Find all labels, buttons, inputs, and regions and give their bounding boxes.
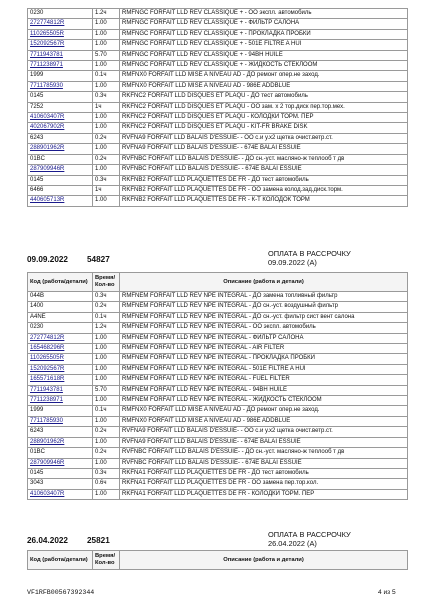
part-code-cell xyxy=(28,165,93,175)
quantity-cell: 5.70 xyxy=(93,50,120,60)
description-cell: RKFNB2 FORFAIT LLD PLAQUETTES DE FR - К-Т КОЛОДОК ТОРМ xyxy=(120,196,408,206)
description-cell: RMFNEM FORFAIT LLD REV NPE INTEGRAL - AIR FILTER xyxy=(120,344,408,354)
part-number-link[interactable]: 272774812R xyxy=(30,334,65,341)
table-row xyxy=(28,364,408,374)
description-cell: RVFNBC FORFAIT LLD BALAIS D'ESSUIE- - 674E BALAI ESSUIE xyxy=(120,165,408,175)
table-row xyxy=(28,196,408,206)
description-cell: RMFNGC FORFAIT LLD REV CLASSIQUE + - ПРОКЛАДКА ПРОБКИ xyxy=(120,29,408,39)
part-code-cell xyxy=(28,29,93,39)
payment-method: ОПЛАТА В РАССРОЧКУ xyxy=(268,249,351,258)
quantity-cell: 0.3ч xyxy=(93,175,120,185)
quantity-cell: 1.00 xyxy=(93,354,120,364)
vin-number: VF1RFB00567392344 xyxy=(27,589,95,596)
table-row xyxy=(28,406,408,416)
quantity-cell: 1.00 xyxy=(93,144,120,154)
quantity-cell: 1.00 xyxy=(93,333,120,343)
quantity-cell: 1.00 xyxy=(93,196,120,206)
quantity-cell: 1.00 xyxy=(93,19,120,29)
description-cell: RVFNBC FORFAIT LLD BALAIS D'ESSUIE- - ДО сн.-уст. масляно-ж теплооб т дв xyxy=(120,154,408,164)
quantity-cell: 1ч xyxy=(93,185,120,195)
part-code-cell xyxy=(28,19,93,29)
part-number-link[interactable]: 7711785930 xyxy=(30,417,63,424)
operation-code: 044B xyxy=(30,293,45,299)
part-number-link[interactable]: 410603407R xyxy=(30,490,65,497)
table-row xyxy=(28,144,408,154)
quantity-cell: 1.00 xyxy=(93,165,120,175)
payment-date: 26.04.2022 (А) xyxy=(268,538,317,548)
quantity-cell: 0.2ч xyxy=(93,133,120,143)
repair-items-table-26-04-2022 xyxy=(27,550,408,570)
part-code-cell xyxy=(28,468,93,478)
operation-code: 0230 xyxy=(30,324,44,331)
part-number-link[interactable]: 165571618R xyxy=(30,376,65,383)
table-row xyxy=(28,375,408,385)
quantity-cell: 0.3ч xyxy=(93,92,120,102)
part-number-link[interactable]: 7711785930 xyxy=(30,82,63,89)
table-header-row xyxy=(28,551,408,570)
description-cell: RMFNGC FORFAIT LLD REV CLASSIQUE + - 501E FILTRE A HUI xyxy=(120,40,408,50)
description-cell: RMFNEM FORFAIT LLD REV NPE INTEGRAL - 94BH HUILE xyxy=(120,385,408,395)
description-cell: RMFNEM FORFAIT LLD REV NPE INTEGRAL - ЖИДКОСТЬ СТЕКЛООМ xyxy=(120,396,408,406)
description-cell: RMFNEM FORFAIT LLD REV NPE INTEGRAL - ПРОКЛАДКА ПРОБКИ xyxy=(120,354,408,364)
quantity-cell: 0.6ч xyxy=(93,479,120,489)
payment-method: ОПЛАТА В РАССРОЧКУ xyxy=(268,530,351,539)
column-header-code: Код (работа/детали) xyxy=(28,551,93,570)
table-row xyxy=(28,323,408,333)
table-row xyxy=(28,102,408,112)
table-row xyxy=(28,165,408,175)
description-cell: RMFNEM FORFAIT LLD REV NPE INTEGRAL - ДО сн.-уст. фильтр сист вент салона xyxy=(120,312,408,322)
description-cell: RMFNEM FORFAIT LLD REV NPE INTEGRAL - ОО экспл. автомобиль xyxy=(120,323,408,333)
operation-code: A4NE xyxy=(30,313,46,320)
part-code-cell xyxy=(28,9,93,19)
part-code-cell xyxy=(28,40,93,50)
part-number-link[interactable]: 288901962R xyxy=(30,438,65,445)
part-number-link[interactable]: 7711238971 xyxy=(30,397,63,404)
table-row xyxy=(28,185,408,195)
part-code-cell xyxy=(28,427,93,437)
order-number: 54827 xyxy=(87,255,110,264)
quantity-cell: 1.2ч xyxy=(93,323,120,333)
quantity-cell: 0.1ч xyxy=(93,312,120,322)
column-header-code: Код (работа/детали) xyxy=(28,273,93,292)
quantity-cell: 1.00 xyxy=(93,458,120,468)
description-cell: RKFNA1 FORFAIT LLD PLAQUETTES DE FR - ДО тест автомобиль xyxy=(120,468,408,478)
part-code-cell xyxy=(28,144,93,154)
description-cell: RMFNX0 FORFAIT LLD MISE A NIVEAU AD - 986E ADDBLUE xyxy=(120,81,408,91)
operation-code: 0145 xyxy=(30,93,44,100)
part-code-cell xyxy=(28,458,93,468)
description-cell: RMFNEM FORFAIT LLD REV NPE INTEGRAL - ФИЛЬТР САЛОНА xyxy=(120,333,408,343)
table-row xyxy=(28,458,408,468)
quantity-cell: 1.00 xyxy=(93,81,120,91)
part-number-link[interactable]: 110265505R xyxy=(30,30,64,37)
part-code-cell xyxy=(28,50,93,60)
table-row xyxy=(28,396,408,406)
payment-date: 09.09.2022 (А) xyxy=(268,257,317,267)
table-row xyxy=(28,92,408,102)
part-number-link[interactable]: 402067902R xyxy=(30,124,65,131)
table-row xyxy=(28,133,408,143)
table-row xyxy=(28,489,408,499)
operation-code: 6243 xyxy=(30,428,44,435)
description-cell: RKFNA1 FORFAIT LLD PLAQUETTES DE FR - КОЛОДКИ ТОРМ. ПЕР xyxy=(120,489,408,499)
description-cell: RMFNX0 FORFAIT LLD MISE A NIVEAU AD - 986E ADDBLUE xyxy=(120,416,408,426)
description-cell: RKFNB2 FORFAIT LLD PLAQUETTES DE FR - ДО тест автомобиль xyxy=(120,175,408,185)
part-number-link[interactable]: 287909946R xyxy=(30,459,65,466)
part-code-cell xyxy=(28,312,93,322)
operation-code: 01BC xyxy=(30,449,46,456)
table-row xyxy=(28,113,408,123)
table-row xyxy=(28,448,408,458)
description-cell: RVFNA9 FORFAIT LLD BALAIS D'ESSUIE- - 674E BALAI ESSUIE xyxy=(120,437,408,447)
order-date: 26.04.2022 xyxy=(27,536,68,545)
quantity-cell: 1.00 xyxy=(93,416,120,426)
description-cell: RMFNEM FORFAIT LLD REV NPE INTEGRAL - FUEL FILTER xyxy=(120,375,408,385)
operation-code: 01BC xyxy=(30,155,46,162)
quantity-cell: 1.00 xyxy=(93,489,120,499)
part-number-link[interactable]: 410603407R xyxy=(30,114,65,121)
part-code-cell xyxy=(28,479,93,489)
table-row xyxy=(28,427,408,437)
part-number-link[interactable]: 272774812R xyxy=(30,20,65,27)
part-code-cell xyxy=(28,154,93,164)
part-code-cell xyxy=(28,185,93,195)
order-number: 25821 xyxy=(87,536,110,545)
part-code-cell xyxy=(28,354,93,364)
operation-code: 1999 xyxy=(30,72,44,79)
description-cell: RVFNBC FORFAIT LLD BALAIS D'ESSUIE- - 674E BALAI ESSUIE xyxy=(120,458,408,468)
part-code-cell xyxy=(28,196,93,206)
table-row xyxy=(28,479,408,489)
table-row xyxy=(28,416,408,426)
description-cell: RMFNEM FORFAIT LLD REV NPE INTEGRAL - ДО замена топливный фильтр xyxy=(120,292,408,302)
table-row xyxy=(28,292,408,302)
operation-code: 6466 xyxy=(30,186,44,193)
table-row xyxy=(28,29,408,39)
description-cell: RMFNGC FORFAIT LLD REV CLASSIQUE + - ОО экспл. автомобиль xyxy=(120,9,408,19)
part-code-cell xyxy=(28,437,93,447)
quantity-cell: 1.00 xyxy=(93,344,120,354)
description-cell: RKFNA1 FORFAIT LLD PLAQUETTES DE FR - ОО замена пер.тор.кол. xyxy=(120,479,408,489)
part-code-cell xyxy=(28,396,93,406)
quantity-cell: 0.2ч xyxy=(93,448,120,458)
part-number-link[interactable]: 7711238971 xyxy=(30,62,63,69)
part-code-cell xyxy=(28,375,93,385)
part-code-cell xyxy=(28,133,93,143)
table-row xyxy=(28,437,408,447)
part-number-link[interactable]: 152092567R xyxy=(30,41,65,48)
part-number-link[interactable]: 440605713R xyxy=(30,197,65,204)
column-header-qty: Время/ Кол-во xyxy=(93,273,120,292)
quantity-cell: 1.00 xyxy=(93,29,120,39)
part-code-cell xyxy=(28,364,93,374)
part-number-link[interactable]: 152092567R xyxy=(30,365,65,372)
order-date: 09.09.2022 xyxy=(27,255,68,264)
table-row xyxy=(28,312,408,322)
operation-code: 3043 xyxy=(30,480,44,487)
part-code-cell xyxy=(28,302,93,312)
column-header-description: Описание (работа и детали) xyxy=(120,551,408,570)
table-row xyxy=(28,385,408,395)
table-row xyxy=(28,354,408,364)
description-cell: RMFNX0 FORFAIT LLD MISE A NIVEAU AD - ДО ремонт опер.не заход. xyxy=(120,406,408,416)
description-cell: RMFNGC FORFAIT LLD REV CLASSIQUE + - 94BH HUILE xyxy=(120,50,408,60)
operation-code: 6243 xyxy=(30,134,44,141)
description-cell: RMFNEM FORFAIT LLD REV NPE INTEGRAL - ДО сн.-уст. воздушный фильтр xyxy=(120,302,408,312)
quantity-cell: 1ч xyxy=(93,102,120,112)
quantity-cell: 1.00 xyxy=(93,375,120,385)
description-cell: RVFNA9 FORFAIT LLD BALAIS D'ESSUIE- - 674E BALAI ESSUIE xyxy=(120,144,408,154)
quantity-cell: 0.2ч xyxy=(93,427,120,437)
repair-items-table-09-09-2022 xyxy=(27,272,408,500)
order-header-09-09-2022 xyxy=(27,250,407,274)
payment-info xyxy=(268,531,351,548)
quantity-cell: 1.00 xyxy=(93,40,120,50)
operation-code: 1400 xyxy=(30,303,44,310)
part-code-cell xyxy=(28,113,93,123)
payment-info xyxy=(268,250,351,267)
part-number-link[interactable]: 110265505R xyxy=(30,355,64,362)
operation-code: 0230 xyxy=(30,10,44,16)
part-code-cell xyxy=(28,123,93,133)
description-cell: RMFNX0 FORFAIT LLD MISE A NIVEAU AD - ДО ремонт опер.не заход. xyxy=(120,71,408,81)
part-code-cell xyxy=(28,92,93,102)
quantity-cell: 0.3ч xyxy=(93,468,120,478)
part-number-link[interactable]: 165468296R xyxy=(30,345,65,352)
table-row xyxy=(28,71,408,81)
table-row xyxy=(28,50,408,60)
quantity-cell: 0.1ч xyxy=(93,71,120,81)
part-code-cell xyxy=(28,71,93,81)
part-code-cell xyxy=(28,102,93,112)
operation-code: 0145 xyxy=(30,176,44,183)
part-code-cell xyxy=(28,323,93,333)
description-cell: RKFNC2 FORFAIT LLD DISQUES ET PLAQU - KIT-FR BRAKE DISK xyxy=(120,123,408,133)
page-number: 4 из 5 xyxy=(378,589,396,596)
quantity-cell: 1.00 xyxy=(93,123,120,133)
table-row xyxy=(28,333,408,343)
quantity-cell: 1.2ч xyxy=(93,9,120,19)
table-row xyxy=(28,40,408,50)
table-header-row xyxy=(28,273,408,292)
part-number-link[interactable]: 287909946R xyxy=(30,166,65,173)
part-code-cell xyxy=(28,333,93,343)
quantity-cell: 0.3ч xyxy=(93,292,120,302)
description-cell: RMFNGC FORFAIT LLD REV CLASSIQUE + - ФИЛЬТР САЛОНА xyxy=(120,19,408,29)
part-code-cell xyxy=(28,448,93,458)
repair-items-table-top xyxy=(27,8,408,207)
table-row xyxy=(28,468,408,478)
table-row xyxy=(28,175,408,185)
table-row xyxy=(28,123,408,133)
description-cell: RMFNGC FORFAIT LLD REV CLASSIQUE + - ЖИДКОСТЬ СТЕКЛООМ xyxy=(120,61,408,71)
quantity-cell: 1.00 xyxy=(93,364,120,374)
table-row xyxy=(28,19,408,29)
quantity-cell: 5.70 xyxy=(93,385,120,395)
part-code-cell xyxy=(28,175,93,185)
description-cell: RKFNC2 FORFAIT LLD DISQUES ET PLAQU - ОО зам. х 2 тор.диск пер.тор.мех. xyxy=(120,102,408,112)
part-code-cell xyxy=(28,489,93,499)
quantity-cell: 0.2ч xyxy=(93,302,120,312)
description-cell: RKFNC2 FORFAIT LLD DISQUES ET PLAQU - КОЛОДКИ ТОРМ. ПЕР xyxy=(120,113,408,123)
description-cell: RKFNB2 FORFAIT LLD PLAQUETTES DE FR - ОО замена колод.зад.диск.торм. xyxy=(120,185,408,195)
column-header-description: Описание (работа и детали) xyxy=(120,273,408,292)
part-number-link[interactable]: 7711943781 xyxy=(30,386,63,393)
quantity-cell: 0.2ч xyxy=(93,154,120,164)
operation-code: 1999 xyxy=(30,407,44,414)
table-row xyxy=(28,344,408,354)
description-cell: RVFNBC FORFAIT LLD BALAIS D'ESSUIE- - ДО сн.-уст. масляно-ж теплооб т дв xyxy=(120,448,408,458)
quantity-cell: 0.1ч xyxy=(93,406,120,416)
part-code-cell xyxy=(28,416,93,426)
part-number-link[interactable]: 7711943781 xyxy=(30,51,63,58)
table-row xyxy=(28,302,408,312)
description-cell: RMFNEM FORFAIT LLD REV NPE INTEGRAL - 501E FILTRE A HUI xyxy=(120,364,408,374)
part-code-cell xyxy=(28,61,93,71)
quantity-cell: 1.00 xyxy=(93,437,120,447)
part-code-cell xyxy=(28,344,93,354)
quantity-cell: 1.00 xyxy=(93,396,120,406)
table-row xyxy=(28,154,408,164)
operation-code: 7252 xyxy=(30,103,44,110)
quantity-cell: 1.00 xyxy=(93,61,120,71)
description-cell: RKFNC2 FORFAIT LLD DISQUES ET PLAQU - ДО тест автомобиль xyxy=(120,92,408,102)
part-code-cell xyxy=(28,81,93,91)
quantity-cell: 1.00 xyxy=(93,113,120,123)
operation-code: 0145 xyxy=(30,469,44,476)
description-cell: RVFNA9 FORFAIT LLD BALAIS D'ESSUIE- - ОО с.и у.х2 щетка очист.ветр.ст. xyxy=(120,427,408,437)
column-header-qty: Время/ Кол-во xyxy=(93,551,120,570)
table-row xyxy=(28,9,408,19)
description-cell: RVFNA9 FORFAIT LLD BALAIS D'ESSUIE- - ОО с.и у.х2 щетка очист.ветр.ст. xyxy=(120,133,408,143)
table-row xyxy=(28,81,408,91)
part-code-cell xyxy=(28,385,93,395)
part-code-cell xyxy=(28,406,93,416)
table-row xyxy=(28,61,408,71)
part-code-cell xyxy=(28,292,93,302)
part-number-link[interactable]: 288901962R xyxy=(30,145,65,152)
